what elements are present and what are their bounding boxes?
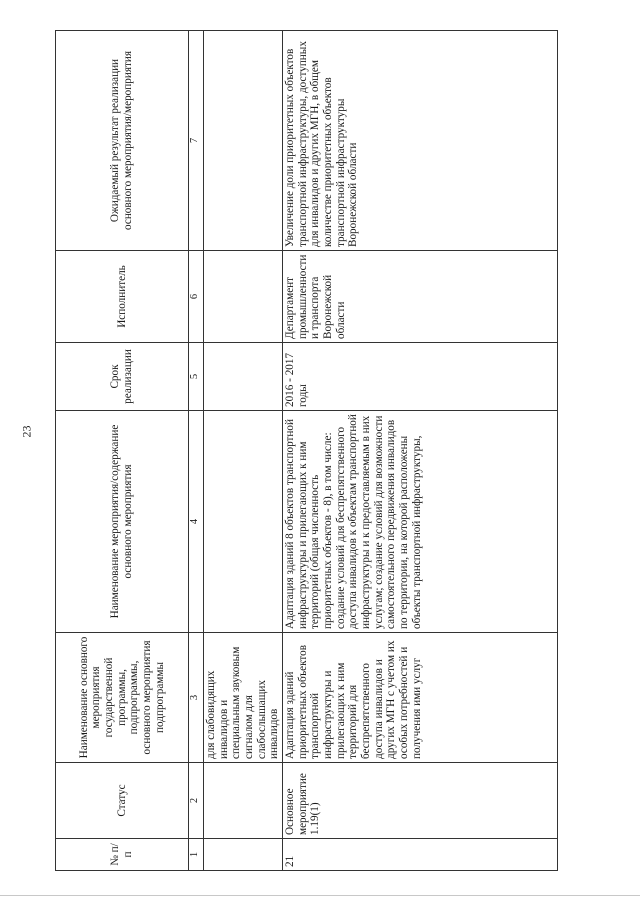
cell-program-name: Адаптация зданий приоритетных объектов транспортной инфраструктуры и прилегающих к ним территорий для беспрепятственного доступа инвалидов и других МГН с учетом их особых потребностей и получения ими услуг [283,633,558,763]
cell-status: Основное мероприятие 1.19(1) [283,763,558,839]
header-executor: Исполнитель [56,251,189,343]
header-program-name: Наименование основного мероприятия государственной программы, подпрограммы, основного мероприятия подпрограммы [56,633,189,763]
measures-table [55,30,558,871]
rotated-table-container [55,31,625,871]
header-row [56,31,189,871]
column-number: 7 [189,31,204,251]
page-number: 23 [19,425,34,438]
header-measure-name: Наименование мероприятия/содержание основного мероприятия [56,411,189,633]
table-row-21 [283,31,558,871]
cell-term: 2016 - 2017 годы [283,343,558,411]
cell-empty [204,343,283,411]
cell-empty [204,411,283,633]
column-number-row [189,31,204,871]
cell-executor: Департамент промышленности и транспорта Воронежской области [283,251,558,343]
column-number: 6 [189,251,204,343]
cell-empty [204,251,283,343]
cell-measure-content: Адаптация зданий 8 объектов транспортной инфраструктуры и прилегающих к ним территорий (общая численность приоритетных объектов - 8), в том числе: создание условий для беспрепятственного доступа инвалидов к объектам транспортной инфраструктуры и к предоставляемым в них услугам; создание условий для возможности самостоятельного передвижения инвалидов по территории, на которой расположены объекты транспортной инфраструктуры, [283,411,558,633]
column-number: 4 [189,411,204,633]
scan-edge-line [0,895,640,896]
header-term: Срок реализации [56,343,189,411]
column-number: 2 [189,763,204,839]
table-row-continuation [204,31,283,871]
header-status: Статус [56,763,189,839]
cell-row-number: 21 [283,839,558,871]
cell-empty [204,839,283,871]
header-num: № п/п [56,839,189,871]
cell-result: Увеличение доли приоритетных объектов транспортной инфраструктуры, доступных для инвалидов и других МГН, в общем количестве приоритетных объектов транспортной инфраструктуры Воронежской области [283,31,558,251]
column-number: 1 [189,839,204,871]
cell-empty [204,763,283,839]
cell-continuation-text: для слабовидящих инвалидов и специальным звуковым сигналом для слабослышащих инвалидов [204,633,283,763]
column-number: 3 [189,633,204,763]
header-result: Ожидаемый результат реализации основного мероприятия/мероприятия [56,31,189,251]
column-number: 5 [189,343,204,411]
cell-empty [204,31,283,251]
